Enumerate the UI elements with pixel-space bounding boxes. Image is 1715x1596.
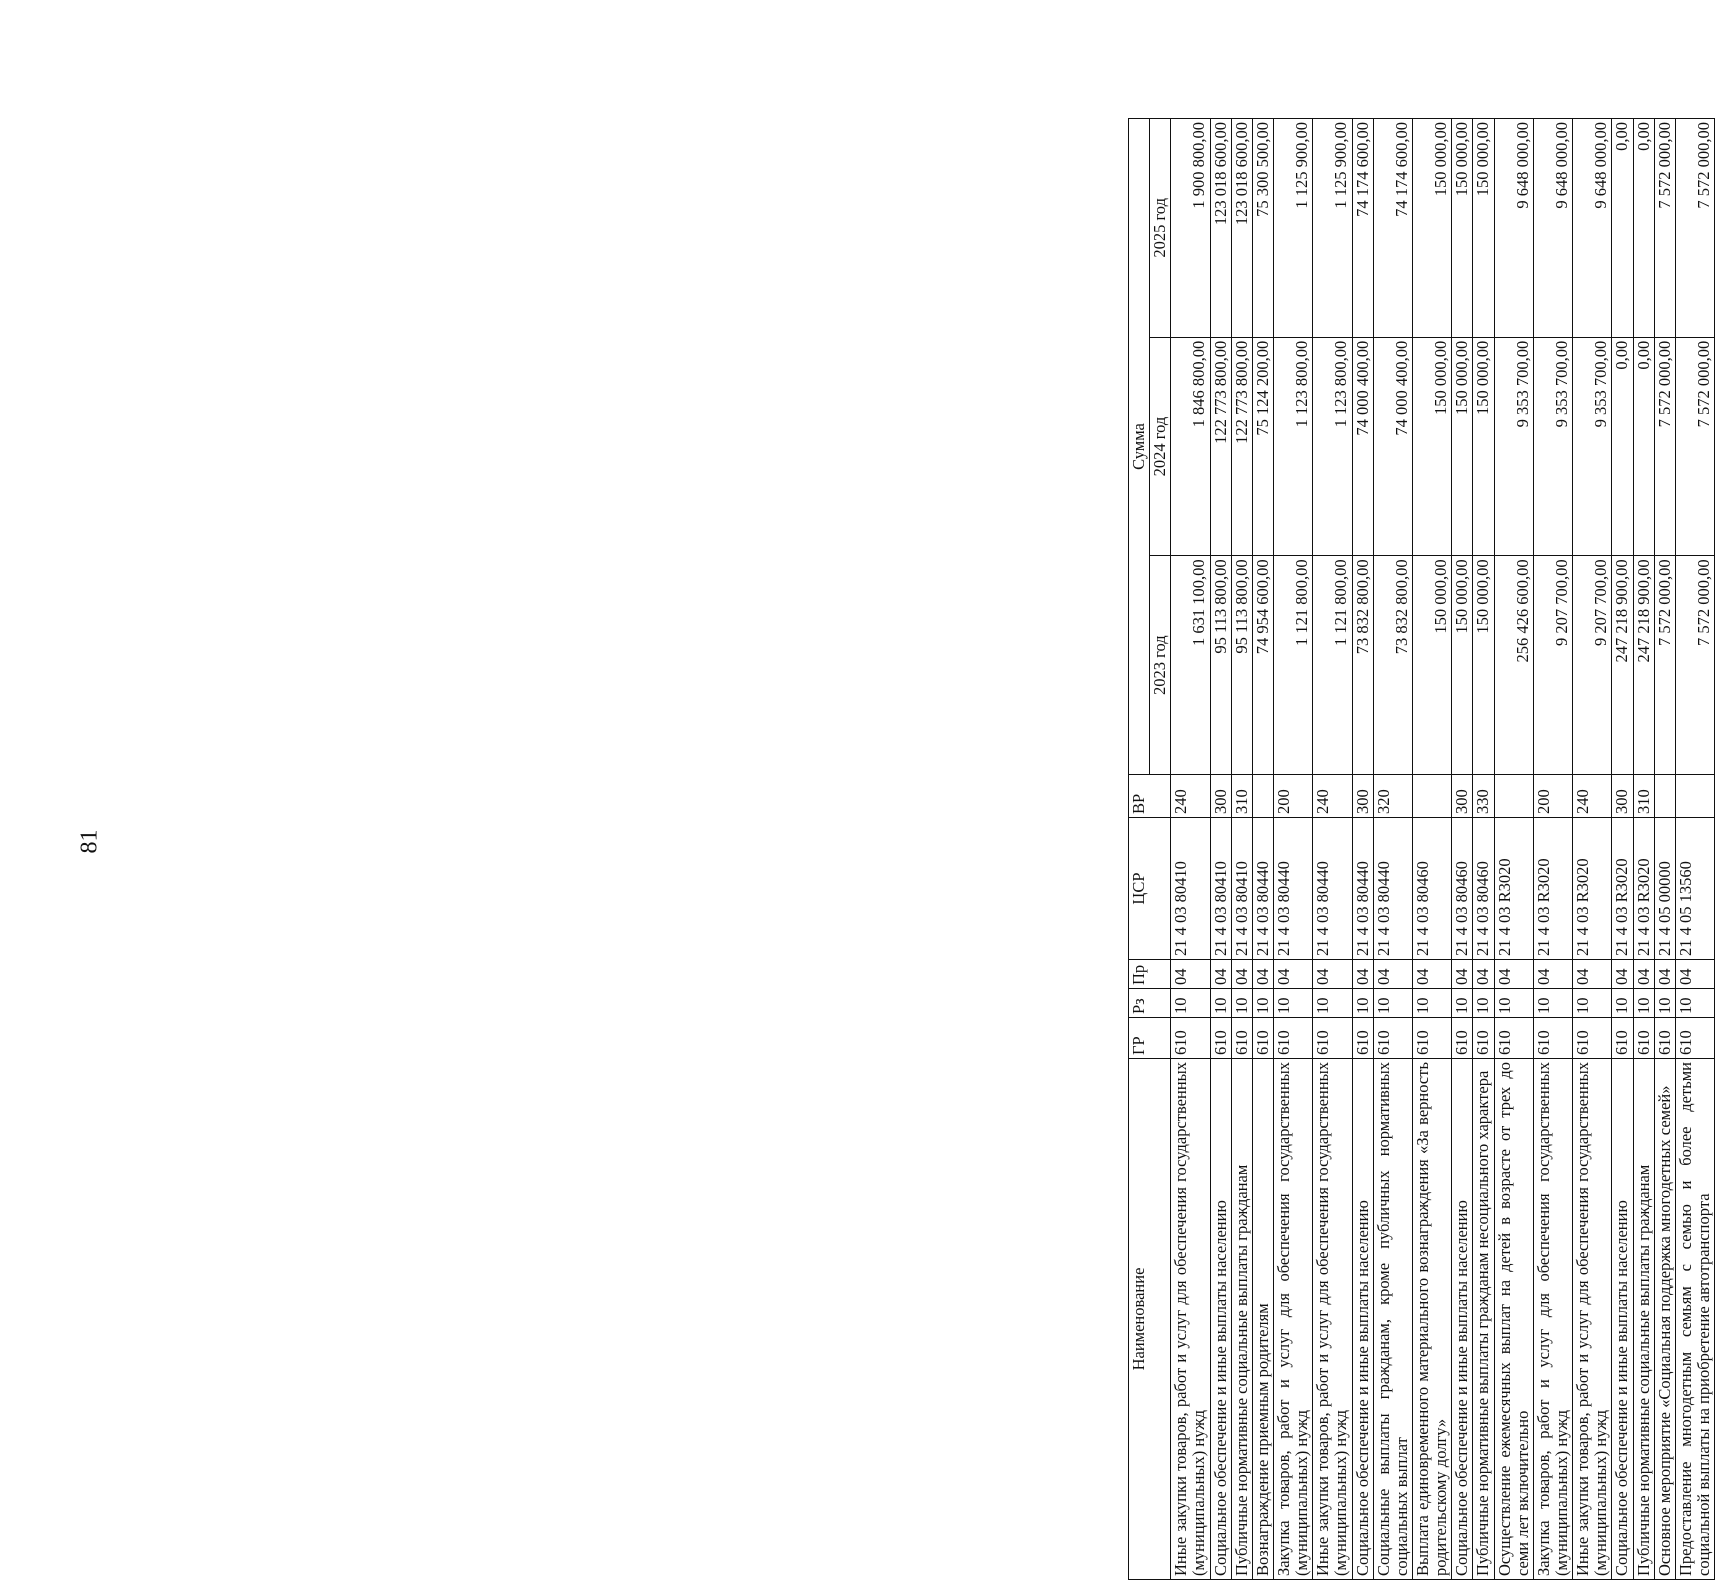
cell-gr: 610: [1210, 1018, 1231, 1059]
cell-rz: 10: [1633, 989, 1654, 1018]
table-row: [1373, 119, 1412, 1580]
header-vr: ВР: [1129, 775, 1171, 818]
cell-rz: 10: [1210, 989, 1231, 1018]
table-row: [1494, 119, 1533, 1580]
cell-2025: 9 648 000,00: [1494, 119, 1533, 338]
cell-2024: 9 353 700,00: [1494, 337, 1533, 556]
cell-2023: 9 207 700,00: [1573, 556, 1612, 775]
cell-2024: 75 124 200,00: [1252, 337, 1273, 556]
cell-2024: 9 353 700,00: [1533, 337, 1572, 556]
cell-csr: 21 4 03 80440: [1352, 818, 1373, 960]
cell-gr: 610: [1573, 1018, 1612, 1059]
cell-2024: 1 123 800,00: [1273, 337, 1312, 556]
cell-name: Выплата единовременного материального вознаграждения «За верность родительскому долгу»: [1412, 1059, 1451, 1580]
header-2025: 2025 год: [1150, 119, 1171, 338]
cell-2024: 74 000 400,00: [1373, 337, 1412, 556]
cell-2025: 7 572 000,00: [1675, 119, 1714, 338]
cell-pr: 04: [1612, 960, 1633, 989]
cell-vr: [1654, 775, 1675, 818]
cell-2025: 9 648 000,00: [1533, 119, 1572, 338]
cell-2024: 1 846 800,00: [1171, 337, 1210, 556]
header-pr: Пр: [1129, 960, 1171, 989]
cell-pr: 04: [1452, 960, 1473, 989]
cell-vr: 200: [1273, 775, 1312, 818]
table-row: [1252, 119, 1273, 1580]
cell-name: Публичные нормативные социальные выплаты гражданам: [1231, 1059, 1252, 1580]
cell-2024: 1 123 800,00: [1313, 337, 1352, 556]
cell-vr: 240: [1313, 775, 1352, 818]
cell-2025: 1 125 900,00: [1273, 119, 1312, 338]
table-body: [1171, 119, 1715, 1580]
cell-name: Основное мероприятие «Социальная поддержка многодетных семей»: [1654, 1059, 1675, 1580]
cell-name: Осуществление ежемесячных выплат на детей в возрасте от трех до семи лет включительно: [1494, 1059, 1533, 1580]
cell-vr: 310: [1633, 775, 1654, 818]
cell-vr: 300: [1612, 775, 1633, 818]
cell-2025: 123 018 600,00: [1231, 119, 1252, 338]
cell-name: Закупка товаров, работ и услуг для обеспечения государственных (муниципальных) нужд: [1533, 1059, 1572, 1580]
cell-vr: 200: [1533, 775, 1572, 818]
cell-pr: 04: [1373, 960, 1412, 989]
cell-rz: 10: [1612, 989, 1633, 1018]
cell-2023: 247 218 900,00: [1633, 556, 1654, 775]
cell-name: Публичные нормативные социальные выплаты гражданам: [1633, 1059, 1654, 1580]
cell-2023: 7 572 000,00: [1675, 556, 1714, 775]
header-name: Наименование: [1129, 1059, 1171, 1580]
cell-2025: 1 900 800,00: [1171, 119, 1210, 338]
cell-pr: 04: [1352, 960, 1373, 989]
cell-rz: 10: [1675, 989, 1714, 1018]
cell-vr: 300: [1452, 775, 1473, 818]
table-row: [1210, 119, 1231, 1580]
table-row: [1675, 119, 1714, 1580]
cell-2023: 95 113 800,00: [1231, 556, 1252, 775]
table-header-row: [1129, 119, 1150, 1580]
cell-vr: 310: [1231, 775, 1252, 818]
cell-csr: 21 4 05 13560: [1675, 818, 1714, 960]
cell-pr: 04: [1533, 960, 1572, 989]
cell-2024: 150 000,00: [1452, 337, 1473, 556]
cell-2024: 7 572 000,00: [1654, 337, 1675, 556]
cell-csr: 21 4 03 R3020: [1494, 818, 1533, 960]
cell-2025: 9 648 000,00: [1573, 119, 1612, 338]
cell-csr: 21 4 03 R3020: [1612, 818, 1633, 960]
cell-2024: 9 353 700,00: [1573, 337, 1612, 556]
table-row: [1231, 119, 1252, 1580]
cell-2025: 0,00: [1633, 119, 1654, 338]
cell-2023: 247 218 900,00: [1612, 556, 1633, 775]
header-2024: 2024 год: [1150, 337, 1171, 556]
header-csr: ЦСР: [1129, 818, 1171, 960]
table-row: [1352, 119, 1373, 1580]
cell-rz: 10: [1654, 989, 1675, 1018]
cell-name: Иные закупки товаров, работ и услуг для обеспечения государственных (муниципальных) нужд: [1313, 1059, 1352, 1580]
cell-2023: 1 121 800,00: [1273, 556, 1312, 775]
cell-vr: 330: [1473, 775, 1494, 818]
cell-2025: 74 174 600,00: [1352, 119, 1373, 338]
cell-pr: 04: [1171, 960, 1210, 989]
cell-pr: 04: [1473, 960, 1494, 989]
rotated-table-container: [1128, 118, 1715, 1580]
cell-gr: 610: [1633, 1018, 1654, 1059]
cell-csr: 21 4 03 R3020: [1633, 818, 1654, 960]
cell-pr: 04: [1252, 960, 1273, 989]
cell-name: Социальное обеспечение и иные выплаты населению: [1612, 1059, 1633, 1580]
cell-vr: 300: [1210, 775, 1231, 818]
cell-csr: 21 4 03 80410: [1210, 818, 1231, 960]
cell-pr: 04: [1633, 960, 1654, 989]
cell-rz: 10: [1252, 989, 1273, 1018]
cell-2025: 123 018 600,00: [1210, 119, 1231, 338]
table-row: [1533, 119, 1572, 1580]
cell-gr: 610: [1313, 1018, 1352, 1059]
cell-2025: 150 000,00: [1412, 119, 1451, 338]
cell-gr: 610: [1675, 1018, 1714, 1059]
cell-gr: 610: [1273, 1018, 1312, 1059]
cell-vr: [1675, 775, 1714, 818]
cell-pr: 04: [1573, 960, 1612, 989]
cell-gr: 610: [1412, 1018, 1451, 1059]
cell-2025: 1 125 900,00: [1313, 119, 1352, 338]
cell-gr: 610: [1231, 1018, 1252, 1059]
cell-2025: 74 174 600,00: [1373, 119, 1412, 338]
cell-name: Закупка товаров, работ и услуг для обеспечения государственных (муниципальных) нужд: [1273, 1059, 1312, 1580]
cell-name: Вознаграждение приемным родителям: [1252, 1059, 1273, 1580]
cell-2023: 1 631 100,00: [1171, 556, 1210, 775]
cell-2023: 95 113 800,00: [1210, 556, 1231, 775]
cell-vr: 240: [1573, 775, 1612, 818]
cell-gr: 610: [1373, 1018, 1412, 1059]
cell-csr: 21 4 03 80440: [1313, 818, 1352, 960]
cell-csr: 21 4 03 80440: [1373, 818, 1412, 960]
cell-csr: 21 4 03 80460: [1412, 818, 1451, 960]
cell-name: Социальное обеспечение и иные выплаты населению: [1210, 1059, 1231, 1580]
cell-2025: 150 000,00: [1452, 119, 1473, 338]
cell-2024: 7 572 000,00: [1675, 337, 1714, 556]
cell-csr: 21 4 03 80460: [1473, 818, 1494, 960]
cell-pr: 04: [1412, 960, 1451, 989]
cell-pr: 04: [1313, 960, 1352, 989]
cell-2023: 1 121 800,00: [1313, 556, 1352, 775]
cell-2023: 7 572 000,00: [1654, 556, 1675, 775]
cell-csr: 21 4 03 R3020: [1573, 818, 1612, 960]
cell-name: Социальное обеспечение и иные выплаты населению: [1352, 1059, 1373, 1580]
cell-name: Иные закупки товаров, работ и услуг для обеспечения государственных (муниципальных) нужд: [1171, 1059, 1210, 1580]
cell-2025: 0,00: [1612, 119, 1633, 338]
page-number: 81: [76, 829, 103, 854]
cell-name: Социальное обеспечение и иные выплаты населению: [1452, 1059, 1473, 1580]
cell-rz: 10: [1473, 989, 1494, 1018]
budget-table: [1128, 118, 1715, 1580]
cell-pr: 04: [1273, 960, 1312, 989]
table-row: [1633, 119, 1654, 1580]
cell-name: Иные закупки товаров, работ и услуг для обеспечения государственных (муниципальных) нужд: [1573, 1059, 1612, 1580]
cell-2024: 0,00: [1633, 337, 1654, 556]
cell-pr: 04: [1210, 960, 1231, 989]
cell-name: Социальные выплаты гражданам, кроме публичных нормативных социальных выплат: [1373, 1059, 1412, 1580]
table-row: [1573, 119, 1612, 1580]
cell-2024: 150 000,00: [1412, 337, 1451, 556]
header-gr: ГР: [1129, 1018, 1171, 1059]
cell-rz: 10: [1533, 989, 1572, 1018]
cell-2024: 150 000,00: [1473, 337, 1494, 556]
cell-2023: 150 000,00: [1452, 556, 1473, 775]
cell-gr: 610: [1352, 1018, 1373, 1059]
cell-vr: 300: [1352, 775, 1373, 818]
cell-2023: 256 426 600,00: [1494, 556, 1533, 775]
cell-2025: 7 572 000,00: [1654, 119, 1675, 338]
cell-rz: 10: [1352, 989, 1373, 1018]
table-row: [1171, 119, 1210, 1580]
cell-csr: 21 4 03 80440: [1273, 818, 1312, 960]
header-2023: 2023 год: [1150, 556, 1171, 775]
cell-pr: 04: [1231, 960, 1252, 989]
cell-pr: 04: [1494, 960, 1533, 989]
table-row: [1612, 119, 1633, 1580]
cell-gr: 610: [1171, 1018, 1210, 1059]
cell-2023: 73 832 800,00: [1373, 556, 1412, 775]
table-row: [1473, 119, 1494, 1580]
cell-2024: 122 773 800,00: [1231, 337, 1252, 556]
cell-gr: 610: [1252, 1018, 1273, 1059]
cell-name: Публичные нормативные выплаты гражданам несоциального характера: [1473, 1059, 1494, 1580]
cell-2023: 74 954 600,00: [1252, 556, 1273, 775]
cell-rz: 10: [1313, 989, 1352, 1018]
cell-gr: 610: [1533, 1018, 1572, 1059]
cell-pr: 04: [1675, 960, 1714, 989]
cell-gr: 610: [1612, 1018, 1633, 1059]
cell-name: Предоставление многодетным семьям с семью и более детьми социальной выплаты на приобретение автотранспорта: [1675, 1059, 1714, 1580]
cell-csr: 21 4 03 80460: [1452, 818, 1473, 960]
cell-rz: 10: [1452, 989, 1473, 1018]
cell-2023: 150 000,00: [1473, 556, 1494, 775]
cell-gr: 610: [1494, 1018, 1533, 1059]
cell-rz: 10: [1273, 989, 1312, 1018]
cell-csr: 21 4 05 00000: [1654, 818, 1675, 960]
cell-csr: 21 4 03 R3020: [1533, 818, 1572, 960]
table-row: [1313, 119, 1352, 1580]
header-sum: Сумма: [1129, 119, 1150, 775]
cell-vr: 320: [1373, 775, 1412, 818]
cell-gr: 610: [1654, 1018, 1675, 1059]
cell-csr: 21 4 03 80440: [1252, 818, 1273, 960]
cell-2025: 150 000,00: [1473, 119, 1494, 338]
cell-rz: 10: [1573, 989, 1612, 1018]
cell-pr: 04: [1654, 960, 1675, 989]
table-row: [1452, 119, 1473, 1580]
cell-gr: 610: [1452, 1018, 1473, 1059]
cell-2025: 75 300 500,00: [1252, 119, 1273, 338]
cell-csr: 21 4 03 80410: [1171, 818, 1210, 960]
table-row: [1412, 119, 1451, 1580]
cell-2023: 73 832 800,00: [1352, 556, 1373, 775]
cell-2023: 9 207 700,00: [1533, 556, 1572, 775]
cell-csr: 21 4 03 80410: [1231, 818, 1252, 960]
cell-2023: 150 000,00: [1412, 556, 1451, 775]
cell-vr: [1252, 775, 1273, 818]
cell-rz: 10: [1171, 989, 1210, 1018]
cell-gr: 610: [1473, 1018, 1494, 1059]
cell-vr: 240: [1171, 775, 1210, 818]
cell-vr: [1412, 775, 1451, 818]
cell-vr: [1494, 775, 1533, 818]
table-row: [1654, 119, 1675, 1580]
cell-rz: 10: [1412, 989, 1451, 1018]
cell-rz: 10: [1494, 989, 1533, 1018]
header-rz: Рз: [1129, 989, 1171, 1018]
cell-2024: 122 773 800,00: [1210, 337, 1231, 556]
cell-2024: 0,00: [1612, 337, 1633, 556]
cell-rz: 10: [1231, 989, 1252, 1018]
cell-2024: 74 000 400,00: [1352, 337, 1373, 556]
table-row: [1273, 119, 1312, 1580]
cell-rz: 10: [1373, 989, 1412, 1018]
